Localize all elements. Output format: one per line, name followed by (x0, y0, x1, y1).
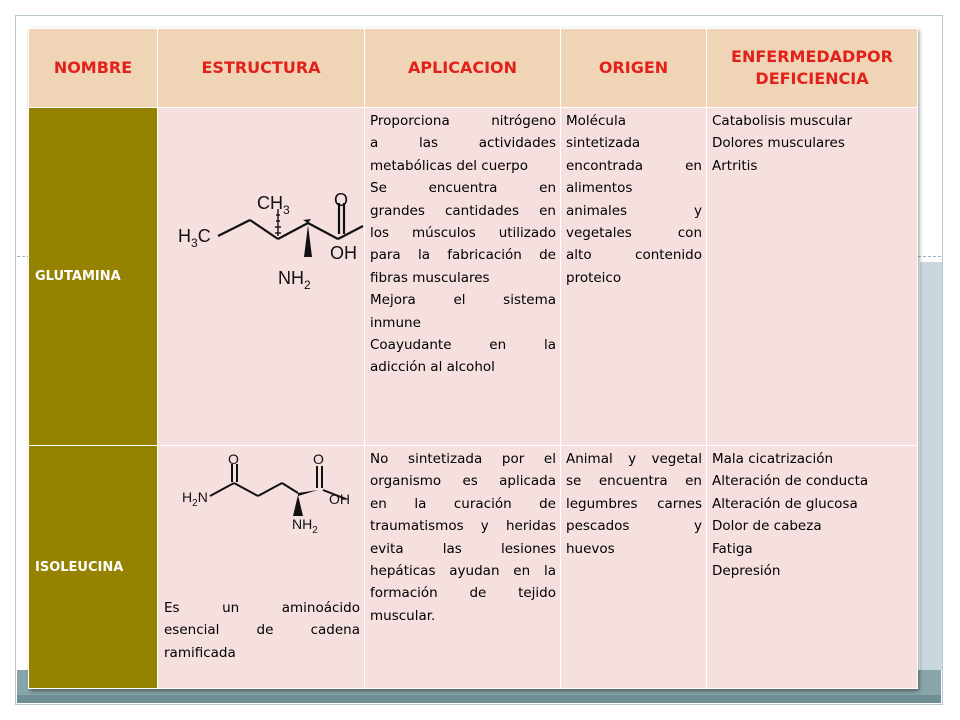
header-aplicacion: APLICACION (365, 29, 561, 108)
aplicacion-line: fibras musculares (370, 269, 490, 286)
origen-text (561, 108, 706, 289)
enfermedad-line: Dolores musculares (712, 135, 845, 152)
note-line: esencial de cadena (164, 622, 360, 639)
nh2-label: $NH_2$ (278, 268, 311, 292)
header-enfermedad-line2: DEFICIENCIA (755, 69, 869, 88)
row-name-glutamina: GLUTAMINA (29, 108, 158, 446)
enfermedad-line: Dolor de cabeza (712, 518, 822, 535)
structure-cell (158, 446, 365, 689)
aplicacion-line: evita las lesiones (370, 540, 556, 557)
decorative-band-bottom-dark (17, 695, 941, 703)
origen-cell (561, 108, 707, 446)
origen-line: legumbres carnes (566, 495, 702, 512)
origen-line: animales y (566, 202, 702, 219)
enfermedad-cell (707, 108, 918, 446)
aplicacion-line: Se encuentra en (370, 180, 556, 197)
oxygen-label-1: O (228, 451, 239, 467)
aplicacion-line: inmune (370, 314, 421, 331)
aplicacion-line: grandes cantidades en (370, 202, 556, 219)
aplicacion-line: formación de tejido (370, 585, 556, 602)
note-line: Es un aminoácido (164, 599, 360, 616)
ch3-label: $CH_3$ (257, 193, 290, 217)
aplicacion-line: organismo es aplicada (370, 473, 556, 490)
header-nombre: NOMBRE (29, 29, 158, 108)
structure-cell (158, 108, 365, 446)
origen-line: alto contenido (566, 247, 702, 264)
aplicacion-line: para la fabricación de (370, 247, 556, 264)
oxygen-label-2: O (313, 451, 324, 467)
amino-acid-table-container (28, 28, 917, 689)
nh2-label: $NH_2$ (292, 516, 318, 536)
aplicacion-cell (365, 108, 561, 446)
header-enfermedad (707, 29, 918, 108)
aplicacion-line: en la curación de (370, 495, 556, 512)
origen-line: proteico (566, 269, 622, 286)
origen-line: alimentos (566, 180, 633, 197)
aplicacion-line: adicción al alcohol (370, 359, 495, 376)
aplicacion-line: traumatismos y heridas (370, 518, 556, 535)
h2n-label: $H_2N$ (182, 489, 208, 509)
decorative-band-right (920, 262, 942, 670)
header-estructura: ESTRUCTURA (158, 29, 365, 108)
origen-text (561, 446, 706, 560)
origen-line: Animal y vegetal (566, 451, 702, 467)
enfermedad-line: Alteración de conducta (712, 473, 869, 490)
origen-cell (561, 446, 707, 689)
enfermedad-line: Fatiga (712, 540, 753, 557)
aplicacion-line: muscular. (370, 607, 436, 624)
oh-label: OH (330, 243, 357, 263)
enfermedad-line: Catabolisis muscular (712, 113, 852, 129)
origen-line: encontrada en (566, 157, 702, 174)
oxygen-label: O (334, 190, 349, 210)
aplicacion-line: Proporciona nitrógeno (370, 113, 556, 129)
aplicacion-text (365, 446, 560, 627)
aplicacion-text (365, 108, 560, 379)
molecule-structure-image (158, 108, 365, 446)
origen-line: huevos (566, 540, 615, 557)
enfermedad-text (707, 108, 917, 177)
origen-line: vegetales con (566, 225, 702, 242)
note-line: ramificada (164, 644, 236, 661)
header-row (29, 29, 918, 108)
origen-line: sintetizada (566, 135, 641, 152)
aplicacion-line: los músculos utilizado (370, 225, 556, 242)
enfermedad-text (707, 446, 917, 582)
origen-line: pescados y (566, 518, 702, 535)
aplicacion-line: Mejora el sistema (370, 292, 556, 309)
structure-note (164, 597, 360, 664)
oh-label: OH (329, 491, 350, 507)
aplicacion-line: No sintetizada por el (370, 451, 556, 467)
table-row (29, 446, 918, 689)
enfermedad-line: Alteración de glucosa (712, 495, 858, 512)
aplicacion-cell (365, 446, 561, 689)
enfermedad-line: Depresión (712, 563, 781, 580)
table-row (29, 108, 918, 446)
origen-line: Molécula (566, 113, 626, 129)
enfermedad-line: Mala cicatrización (712, 451, 834, 467)
origen-line: se encuentra en (566, 473, 702, 490)
enfermedad-line: Artritis (712, 157, 758, 174)
header-origen: ORIGEN (561, 29, 707, 108)
row-name-isoleucina: ISOLEUCINA (29, 446, 158, 689)
amino-acid-table (28, 28, 918, 689)
molecule-structure-image (158, 446, 365, 606)
aplicacion-line: a las actividades (370, 135, 556, 152)
enfermedad-cell (707, 446, 918, 689)
h3c-label: $H_3C$ (178, 226, 211, 250)
header-enfermedad-line1: ENFERMEDADPOR (731, 47, 893, 66)
aplicacion-line: metabólicas del cuerpo (370, 157, 528, 174)
aplicacion-line: Coayudante en la (370, 337, 556, 354)
aplicacion-line: hepáticas ayudan en la (370, 563, 556, 580)
